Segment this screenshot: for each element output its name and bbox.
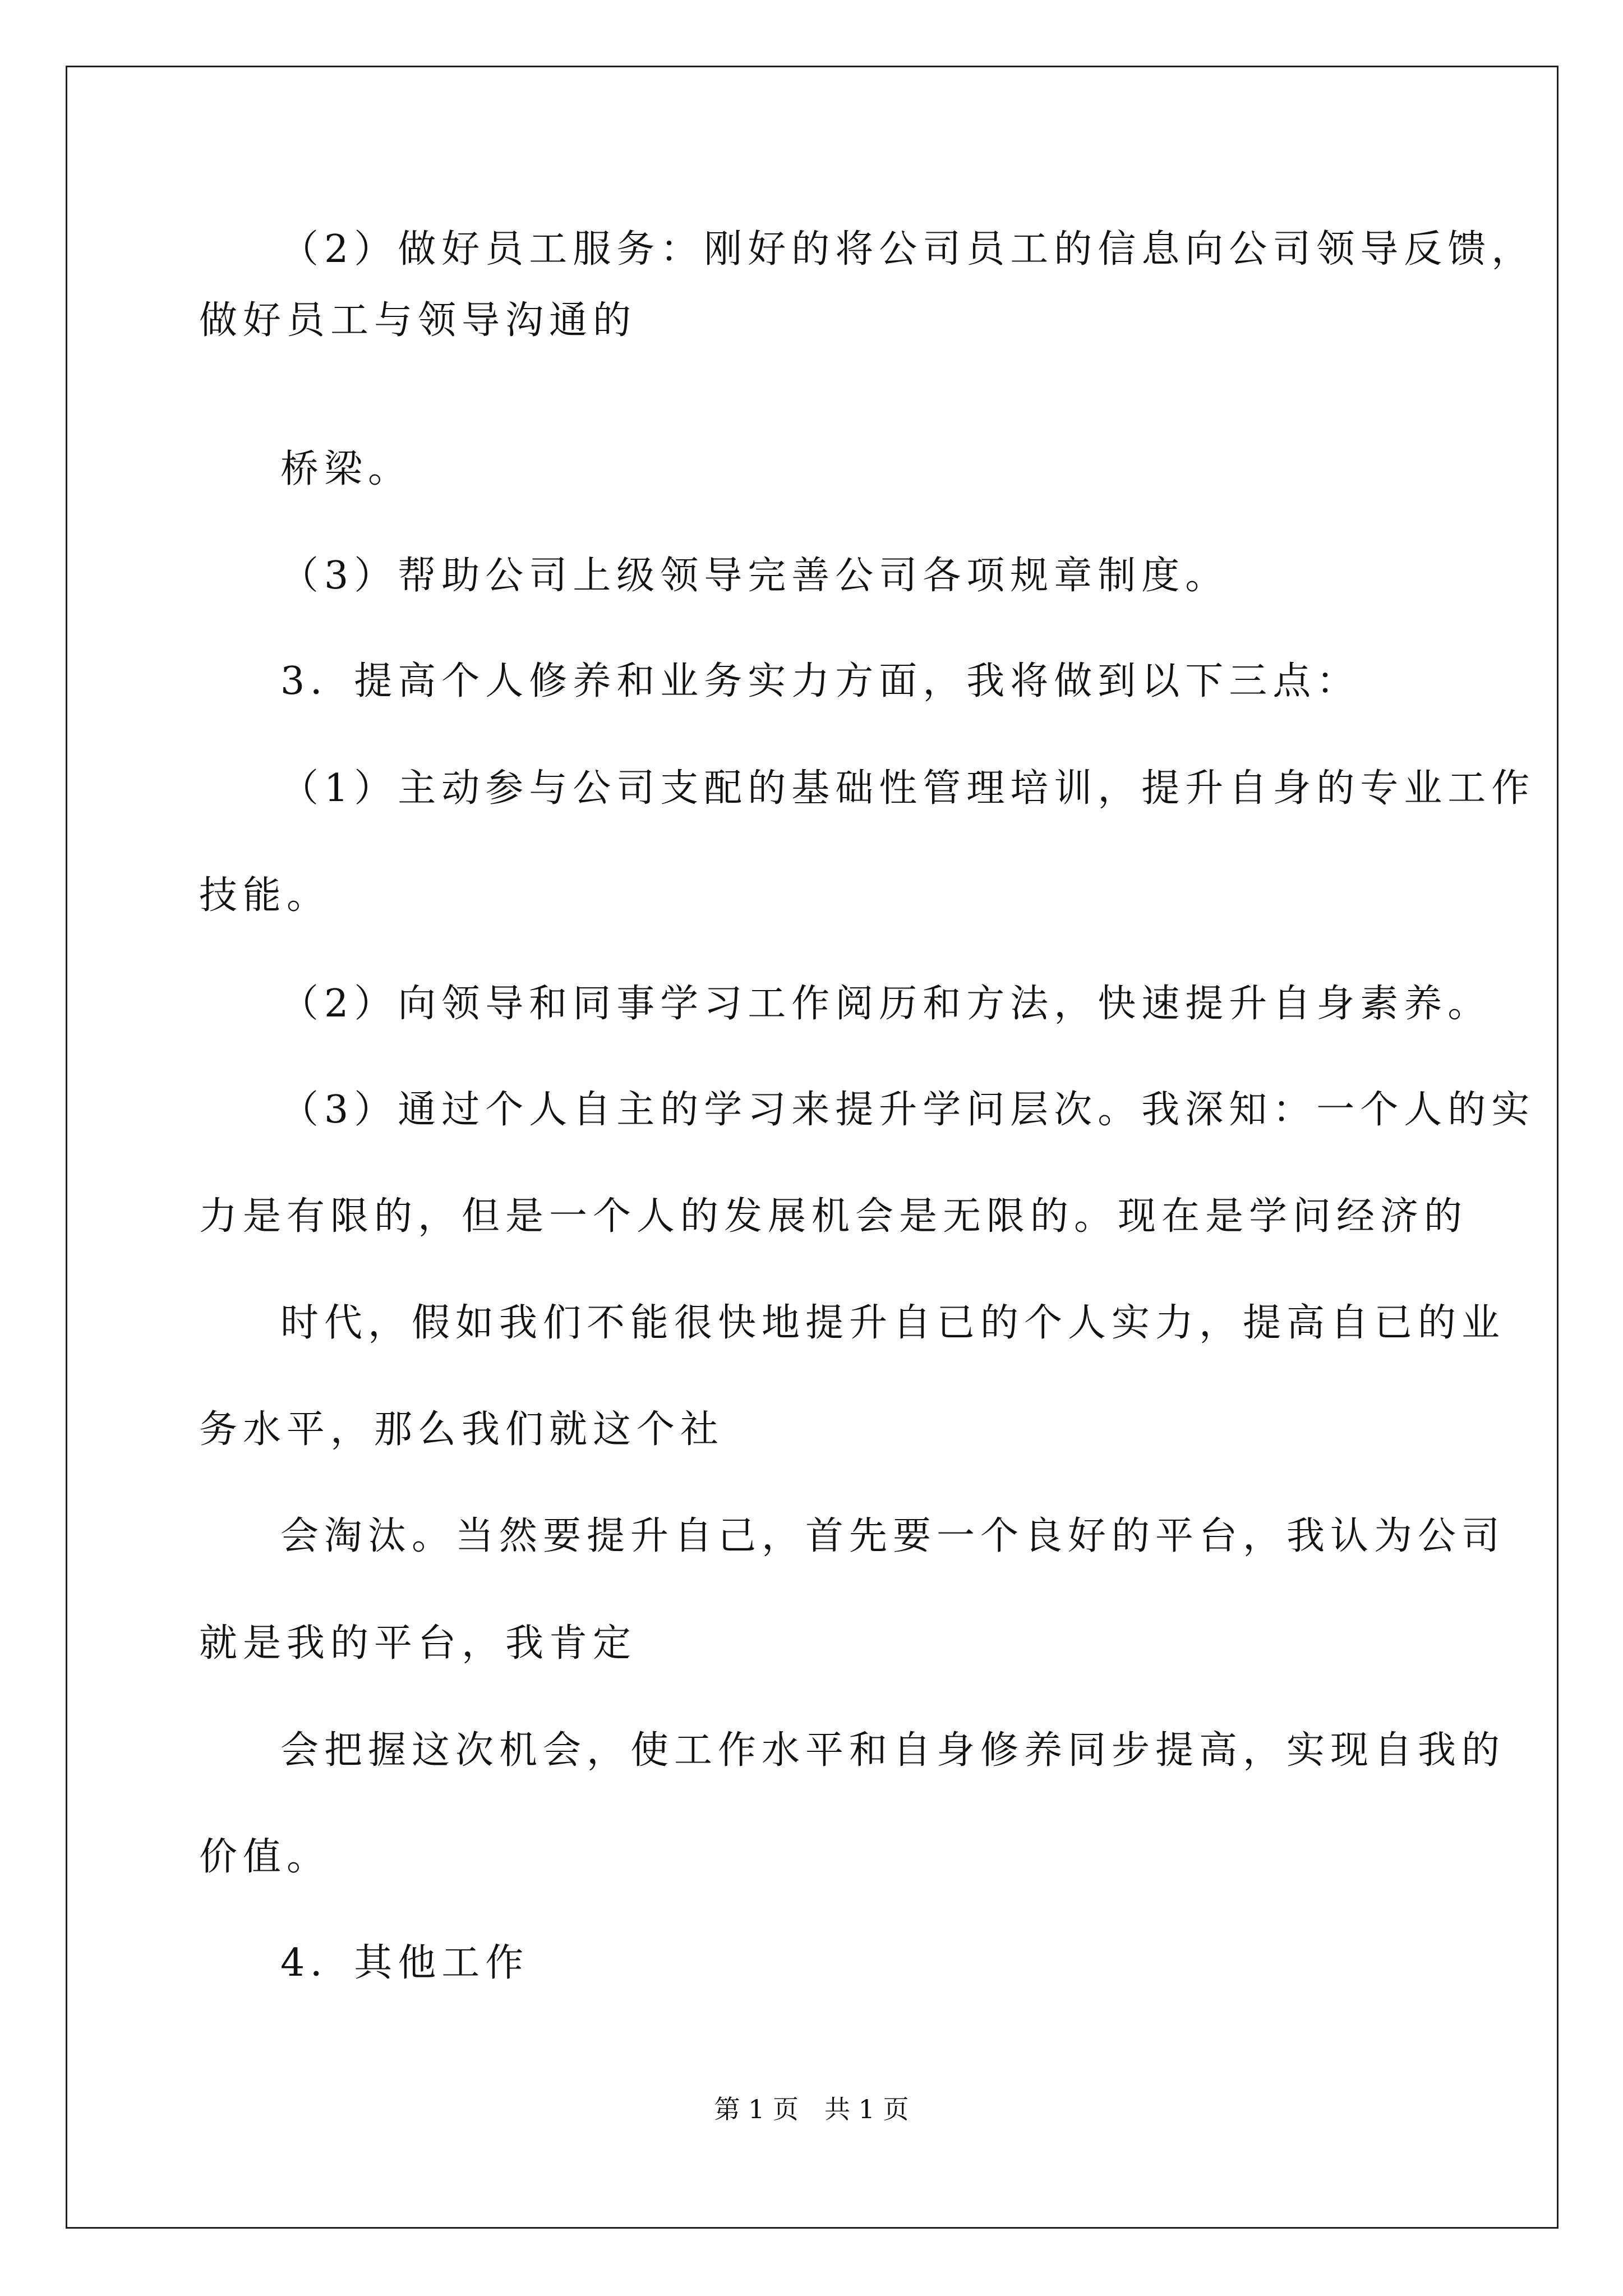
text-line: 会把握这次机会，使工作水平和自身修养同步提高，实现自我的 <box>280 1728 1506 1773</box>
text-line: （2）向领导和同事学习工作阅历和方法，快速提升自身素养。 <box>280 982 1492 1026</box>
page-footer: 第 1 页 共 1 页 <box>714 2094 909 2124</box>
text-line: 4．其他工作 <box>280 1941 529 1985</box>
text-line: 时代，假如我们不能很快地提升自已的个人实力，提高自已的业 <box>280 1301 1506 1345</box>
text-line: 做好员工与领导沟通的 <box>199 298 637 343</box>
text-line: 会淘汰。当然要提升自己，首先要一个良好的平台，我认为公司 <box>280 1514 1506 1558</box>
text-line: 就是我的平台，我肯定 <box>199 1621 637 1665</box>
page-border <box>66 66 1559 2229</box>
text-line: （3）帮助公司上级领导完善公司各项规章制度。 <box>280 554 1229 598</box>
text-line: 力是有限的，但是一个人的发展机会是无限的。现在是学问经济的 <box>199 1194 1468 1239</box>
text-line: （3）通过个人自主的学习来提升学问层次。我深知：一个人的实 <box>280 1088 1536 1132</box>
text-line: 技能。 <box>199 873 331 918</box>
text-line: （1）主动参与公司支配的基础性管理培训，提升自身的专业工作 <box>280 766 1536 811</box>
text-line: 3．提高个人修养和业务实力方面，我将做到以下三点： <box>280 659 1361 703</box>
text-line: 务水平，那么我们就这个社 <box>199 1407 725 1452</box>
text-line: 价值。 <box>199 1835 331 1879</box>
text-line: 桥梁。 <box>280 447 412 491</box>
text-line: （2）做好员工服务：刚好的将公司员工的信息向公司领导反馈， <box>280 227 1536 272</box>
